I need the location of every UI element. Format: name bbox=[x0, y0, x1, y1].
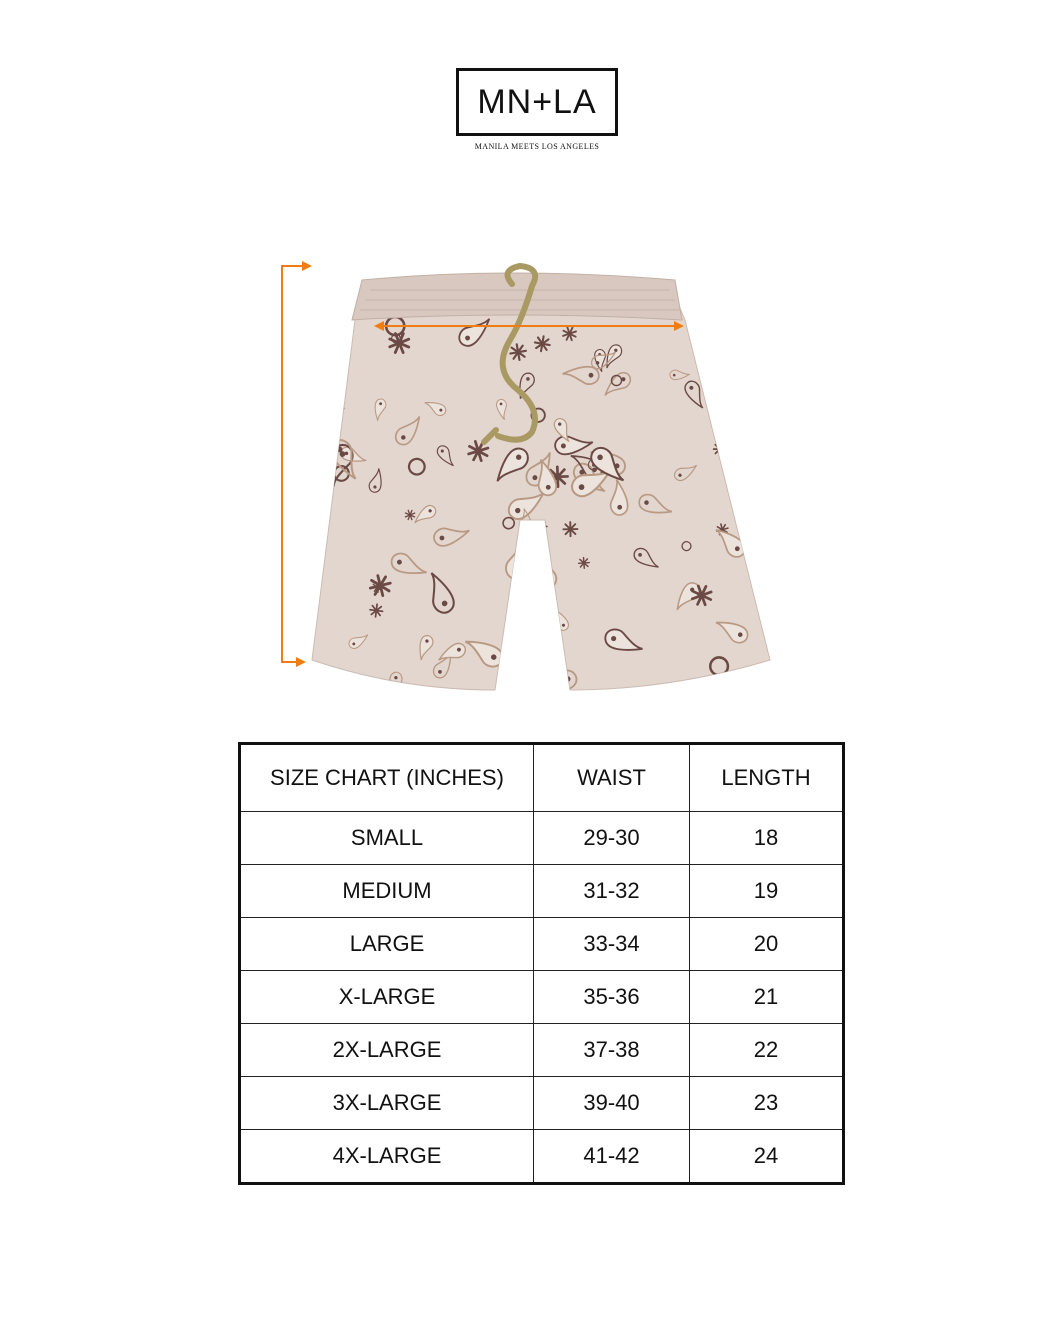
cell-length: 20 bbox=[690, 918, 844, 971]
cell-length: 21 bbox=[690, 971, 844, 1024]
cell-waist: 29-30 bbox=[534, 812, 690, 865]
cell-waist: 33-34 bbox=[534, 918, 690, 971]
header-size: SIZE CHART (INCHES) bbox=[240, 744, 534, 812]
logo-text: MN+LA bbox=[456, 68, 618, 136]
cell-size: X-LARGE bbox=[240, 971, 534, 1024]
cell-waist: 31-32 bbox=[534, 865, 690, 918]
cell-waist: 35-36 bbox=[534, 971, 690, 1024]
table-row bbox=[240, 1024, 844, 1077]
length-arrow bbox=[282, 266, 304, 662]
cell-size: LARGE bbox=[240, 918, 534, 971]
cell-length: 23 bbox=[690, 1077, 844, 1130]
size-chart-table bbox=[238, 742, 845, 1185]
cell-length: 22 bbox=[690, 1024, 844, 1077]
header-length: LENGTH bbox=[690, 744, 844, 812]
cell-size: MEDIUM bbox=[240, 865, 534, 918]
cell-size: 4X-LARGE bbox=[240, 1130, 534, 1184]
logo-tagline: MANILA MEETS LOS ANGELES bbox=[474, 142, 600, 151]
cell-size: SMALL bbox=[240, 812, 534, 865]
header-waist: WAIST bbox=[534, 744, 690, 812]
table-header-row bbox=[240, 744, 844, 812]
table-row bbox=[240, 971, 844, 1024]
cell-waist: 41-42 bbox=[534, 1130, 690, 1184]
table-row bbox=[240, 865, 844, 918]
table-row bbox=[240, 1130, 844, 1184]
paisley-shorts-illustration bbox=[270, 250, 790, 700]
brand-logo bbox=[456, 68, 618, 151]
cell-size: 3X-LARGE bbox=[240, 1077, 534, 1130]
cell-size: 2X-LARGE bbox=[240, 1024, 534, 1077]
table-row bbox=[240, 1077, 844, 1130]
table-row bbox=[240, 918, 844, 971]
cell-length: 24 bbox=[690, 1130, 844, 1184]
cell-length: 19 bbox=[690, 865, 844, 918]
cell-waist: 39-40 bbox=[534, 1077, 690, 1130]
table-row bbox=[240, 812, 844, 865]
cell-length: 18 bbox=[690, 812, 844, 865]
cell-waist: 37-38 bbox=[534, 1024, 690, 1077]
waistband bbox=[352, 273, 682, 320]
